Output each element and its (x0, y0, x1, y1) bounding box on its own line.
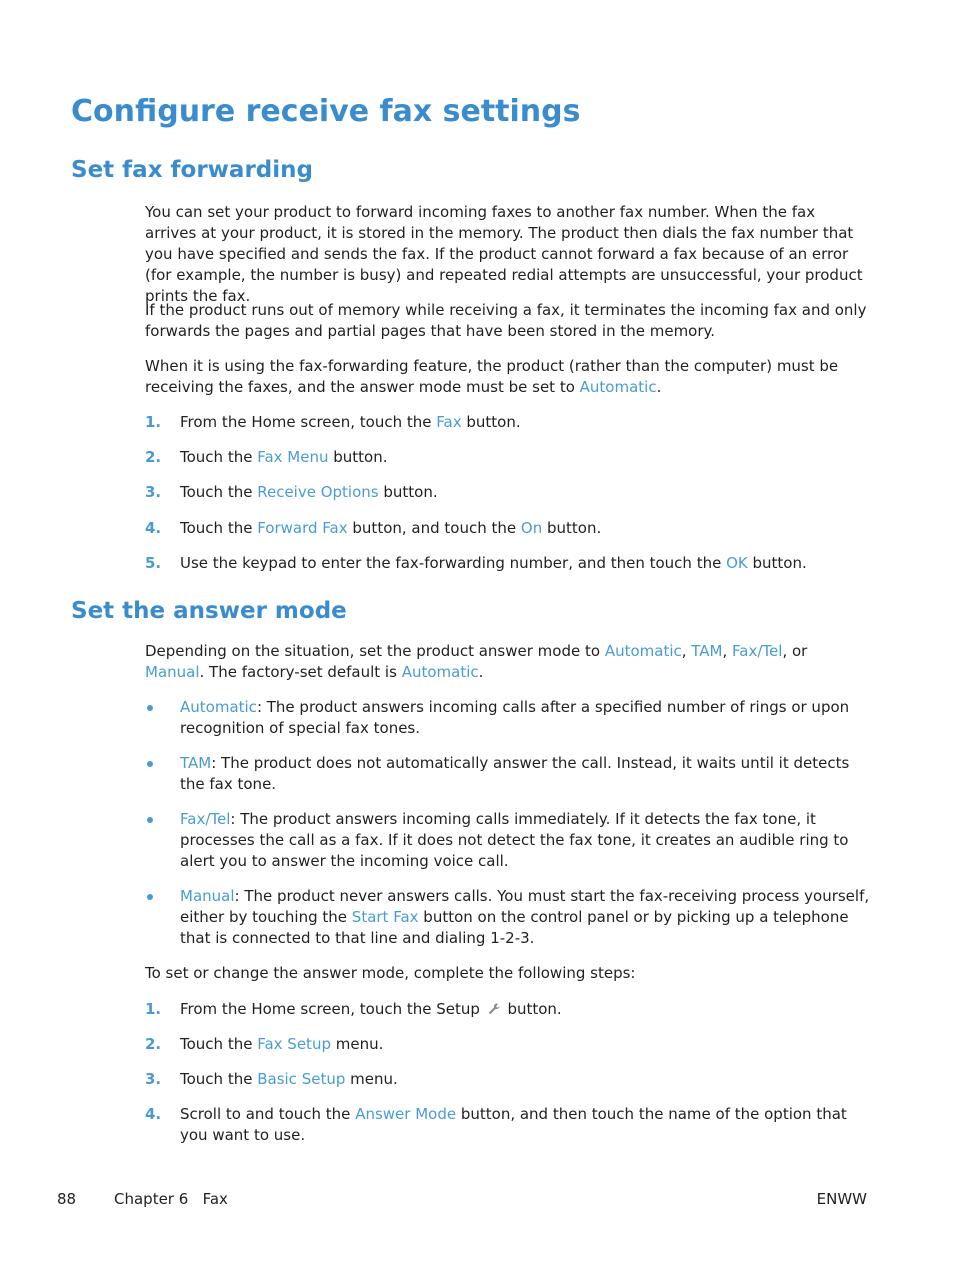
bullet-manual: Manual: The product never answers calls. You must start the fax-receiving process yourself, either by touching the Start Fax button on the control panel or by picking up a telephone that is connected to that line and dialing 1-2-3. (180, 887, 870, 947)
bullet-automatic: Automatic: The product answers incoming calls after a specified number of rings or upon recognition of special fax tones. (180, 698, 850, 737)
wrench-icon (487, 1002, 501, 1016)
chapter-label: Chapter 6 Fax (114, 1190, 228, 1208)
step-number: 4. (145, 519, 162, 537)
doc-code: ENWW (816, 1190, 867, 1208)
step-number: 4. (145, 1105, 162, 1123)
bullet-dot (147, 894, 153, 900)
page-number: 88 (57, 1190, 77, 1208)
answer-step-3: Touch the Basic Setup menu. (180, 1070, 398, 1088)
tam-ref: TAM (691, 642, 723, 660)
bullet-dot (147, 761, 153, 767)
answer-mode-ref: Answer Mode (355, 1105, 457, 1123)
receive-options-ref: Receive Options (257, 483, 379, 501)
step-number: 3. (145, 483, 162, 501)
answer-step-4: Scroll to and touch the Answer Mode button, and then touch the name of the option that you want to use. (180, 1105, 847, 1144)
step-number: 5. (145, 554, 162, 572)
step-number: 1. (145, 413, 162, 431)
fax-menu-ref: Fax Menu (257, 448, 329, 466)
step-number: 2. (145, 448, 162, 466)
answer-step-2: Touch the Fax Setup menu. (180, 1035, 384, 1053)
start-fax-ref: Start Fax (351, 908, 419, 926)
forwarding-paragraph-2: If the product runs out of memory while receiving a fax, it terminates the incoming fax and only forwards the pages and partial pages that have been stored in the memory. (145, 301, 867, 340)
manual-ref: Manual (145, 663, 200, 681)
forwarding-paragraph-3: When it is using the fax-forwarding feature, the product (rather than the computer) must be receiving the faxes, and the answer mode must be set to Automatic. (145, 357, 839, 396)
automatic-default-ref: Automatic (401, 663, 479, 681)
step-number: 2. (145, 1035, 162, 1053)
forward-fax-ref: Forward Fax (257, 519, 348, 537)
forwarding-paragraph-1: You can set your product to forward incoming faxes to another fax number. When the fax arrives at your product, it is stored in the memory. The product then dials the fax number that you have specified and sends the fax. If the product cannot forward a fax because of an error (for example, the number is busy) and repeated redial attempts are unsuccessful, your product prints the fax. (145, 203, 863, 305)
forwarding-step-1: From the Home screen, touch the Fax button. (180, 413, 521, 431)
fax-tel-ref: Fax/Tel (732, 642, 783, 660)
page-title: Configure receive fax settings (71, 94, 581, 129)
answer-step-1: From the Home screen, touch the Setup button. (180, 1000, 562, 1018)
bullet-tam: TAM: The product does not automatically answer the call. Instead, it waits until it detects the fax tone. (180, 754, 850, 793)
basic-setup-ref: Basic Setup (257, 1070, 346, 1088)
automatic-ref: Automatic (604, 642, 682, 660)
forwarding-step-3: Touch the Receive Options button. (180, 483, 438, 501)
answer-intro: Depending on the situation, set the product answer mode to Automatic, TAM, Fax/Tel, or Manual. The factory-set default is Automatic. (145, 642, 808, 681)
section-heading-answer-mode: Set the answer mode (71, 598, 347, 624)
fax-setup-ref: Fax Setup (257, 1035, 331, 1053)
forwarding-step-4: Touch the Forward Fax button, and touch the On button. (180, 519, 602, 537)
step-number: 1. (145, 1000, 162, 1018)
bullet-dot (147, 817, 153, 823)
forwarding-step-5: Use the keypad to enter the fax-forwarding number, and then touch the OK button. (180, 554, 807, 572)
bullet-dot (147, 705, 153, 711)
step-number: 3. (145, 1070, 162, 1088)
forwarding-step-2: Touch the Fax Menu button. (180, 448, 388, 466)
automatic-link: Automatic (579, 378, 657, 396)
steps-intro: To set or change the answer mode, complete the following steps: (145, 964, 636, 982)
on-ref: On (520, 519, 543, 537)
ok-ref: OK (726, 554, 748, 572)
fax-button-ref: Fax (436, 413, 462, 431)
section-heading-fax-forwarding: Set fax forwarding (71, 157, 313, 183)
bullet-fax-tel: Fax/Tel: The product answers incoming calls immediately. If it detects the fax tone, it processes the call as a fax. If it does not detect the fax tone, it creates an audible ring to alert you to answer the incoming voice call. (180, 810, 849, 870)
